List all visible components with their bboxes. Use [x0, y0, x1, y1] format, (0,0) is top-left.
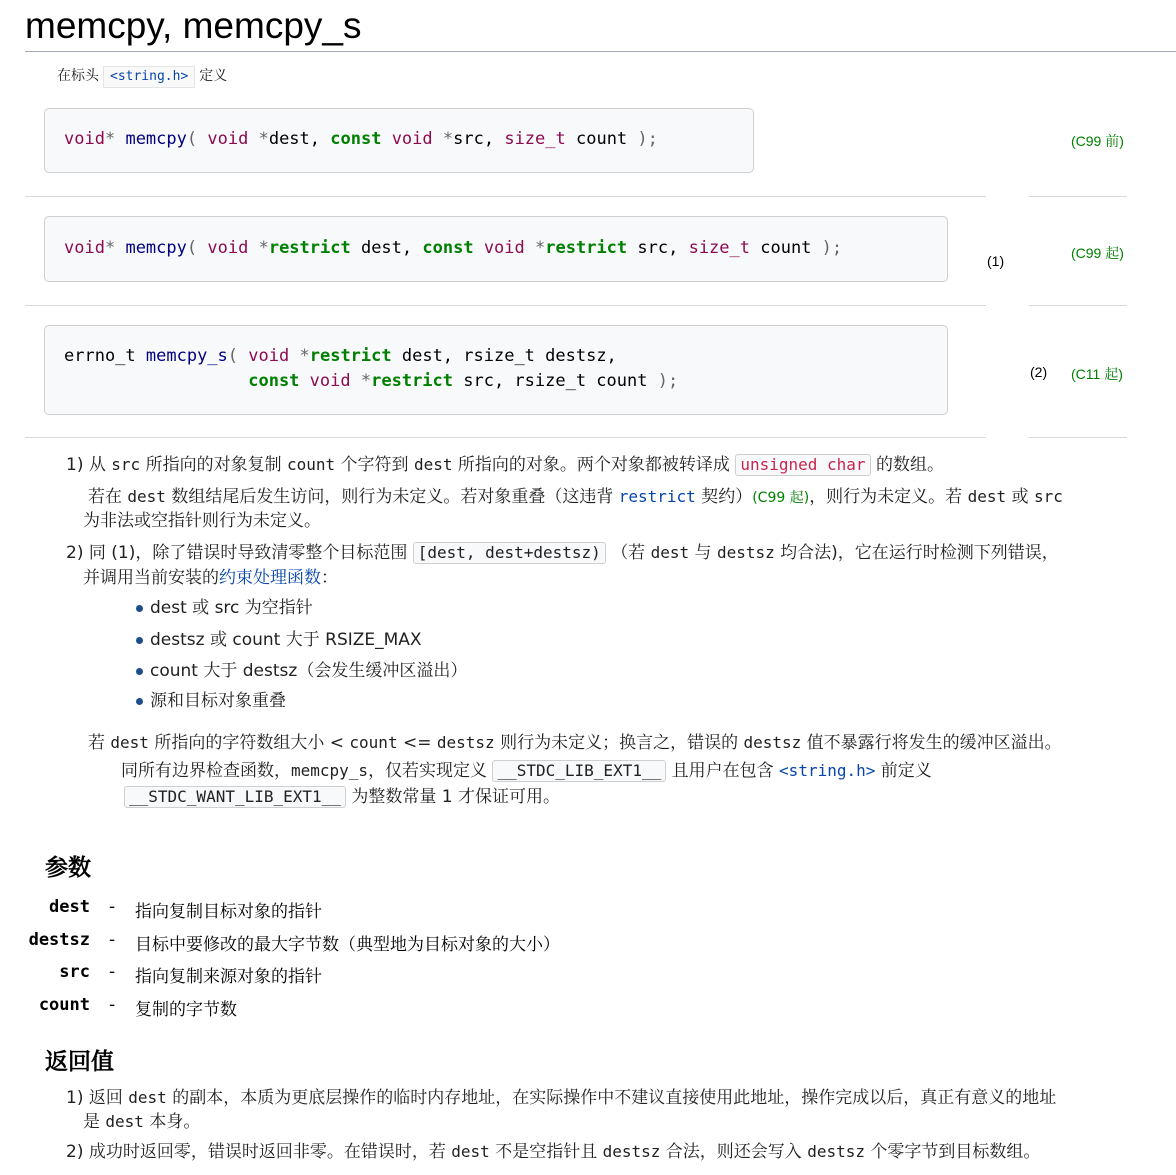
revision-inline: (C99 起) [752, 490, 810, 506]
param-description: 指向复制来源对象的指针 [135, 967, 322, 987]
divider [25, 196, 986, 197]
param-dash: - [109, 897, 116, 917]
param-description: 指向复制目标对象的指针 [135, 902, 322, 922]
param-dash: - [109, 930, 116, 950]
revision-label-2: (C99 起) [1071, 245, 1124, 261]
description-2: 2) 同 (1)，除了错误时导致清零整个目标范围 [dest, dest+destsz) （若 dest 与 destsz 均合法)，它在运行时检测下列错误， [66, 543, 1059, 563]
signature-code-3-line-2: const void *restrict src, rsize_t count ); [248, 371, 679, 391]
param-description: 目标中要修改的最大字节数（典型地为目标对象的大小） [135, 935, 560, 955]
description-2-cont: 并调用当前安装的约束处理函数： [83, 568, 338, 588]
macro-code: __STDC_LIB_EXT1__ [492, 760, 666, 782]
signature-code-3-line-1: errno_t memcpy_s( void *restrict dest, rsize_t destsz, [64, 346, 617, 366]
macro-code: __STDC_WANT_LIB_EXT1__ [124, 786, 346, 808]
divider [1029, 437, 1127, 438]
bullet-dot [136, 605, 143, 612]
return-description-1-cont: 是 dest 本身。 [83, 1112, 201, 1132]
error-condition-item: 源和目标对象重叠 [150, 691, 286, 711]
unsigned-char-code: unsigned char [735, 454, 870, 476]
error-condition-item: dest 或 src 为空指针 [150, 598, 313, 618]
bullet-dot [136, 637, 143, 644]
page-title: memcpy, memcpy_s [25, 4, 1176, 52]
revision-label-3: (C11 起) [1071, 366, 1123, 382]
header-file-link[interactable]: <string.h> [103, 66, 195, 88]
description-1-detail-cont: 为非法或空指针则行为未定义。 [83, 511, 321, 531]
return-value-heading: 返回值 [45, 1049, 114, 1075]
return-description-1: 1) 返回 dest 的副本，本质为更底层操作的临时内存地址，在实际操作中不建议直接使用此地址，操作完成以后，真正有意义的地址 [66, 1088, 1057, 1108]
parameters-heading: 参数 [45, 855, 91, 881]
signature-box-1 [44, 108, 754, 173]
description-1-detail: 若在 dest 数组结尾后发生访问，则行为未定义。若对象重叠（这违背 restrict 契约）(C99 起)，则行为未定义。若 dest 或 src [88, 487, 1063, 507]
overload-number-1: (1) [987, 253, 1005, 269]
param-name: src [59, 962, 90, 982]
availability-note: 同所有边界检查函数，memcpy_s，仅若实现定义 __STDC_LIB_EXT1__ 且用户在包含 <string.h> 前定义 [121, 761, 932, 781]
param-name: dest [49, 897, 90, 917]
description-1: 1) 从 src 所指向的对象复制 count 个字符到 dest 所指向的对象。两个对象都被转译成 unsigned char 的数组。 [66, 455, 944, 475]
string-h-link[interactable]: <string.h> [779, 761, 876, 780]
param-description: 复制的字节数 [135, 1000, 237, 1020]
header-definition [57, 66, 227, 88]
revision-label-1: (C99 前) [1071, 133, 1124, 149]
signature-code-2: void* memcpy( void *restrict dest, const void *restrict src, size_t count ); [64, 238, 843, 258]
constraint-handler-link[interactable]: 约束处理函数 [219, 568, 321, 588]
error-condition-item: destsz 或 count 大于 RSIZE_MAX [150, 630, 422, 650]
signature-box-2 [44, 216, 948, 282]
error-condition-item: count 大于 destsz（会发生缓冲区溢出） [150, 661, 468, 681]
signature-box-3 [44, 325, 948, 415]
param-name: destsz [28, 930, 90, 950]
signature-code-1: void* memcpy( void *dest, const void *src, size_t count ); [64, 129, 658, 149]
bullet-dot [136, 698, 143, 705]
undefined-behavior-note: 若 dest 所指向的字符数组大小 < count <= destsz 则行为未定义；换言之，错误的 destsz 值不暴露行将发生的缓冲区溢出。 [88, 733, 1062, 753]
divider [25, 437, 986, 438]
bullet-dot [136, 668, 143, 675]
return-description-2: 2) 成功时返回零，错误时返回非零。在错误时，若 dest 不是空指针且 destsz 合法，则还会写入 destsz 个零字节到目标数组。 [66, 1142, 1041, 1162]
divider [1029, 196, 1127, 197]
header-prefix: 在标头 [57, 68, 99, 84]
availability-note-cont: __STDC_WANT_LIB_EXT1__ 为整数常量 1 才保证可用。 [124, 785, 560, 809]
divider [25, 305, 986, 306]
divider [1029, 305, 1127, 306]
param-dash: - [109, 962, 116, 982]
header-suffix: 定义 [199, 68, 228, 84]
restrict-link[interactable]: restrict [618, 487, 696, 506]
overload-number-2: (2) [1030, 364, 1048, 380]
param-dash: - [109, 995, 116, 1015]
range-code: [dest, dest+destsz) [413, 542, 606, 564]
param-name: count [38, 995, 90, 1015]
